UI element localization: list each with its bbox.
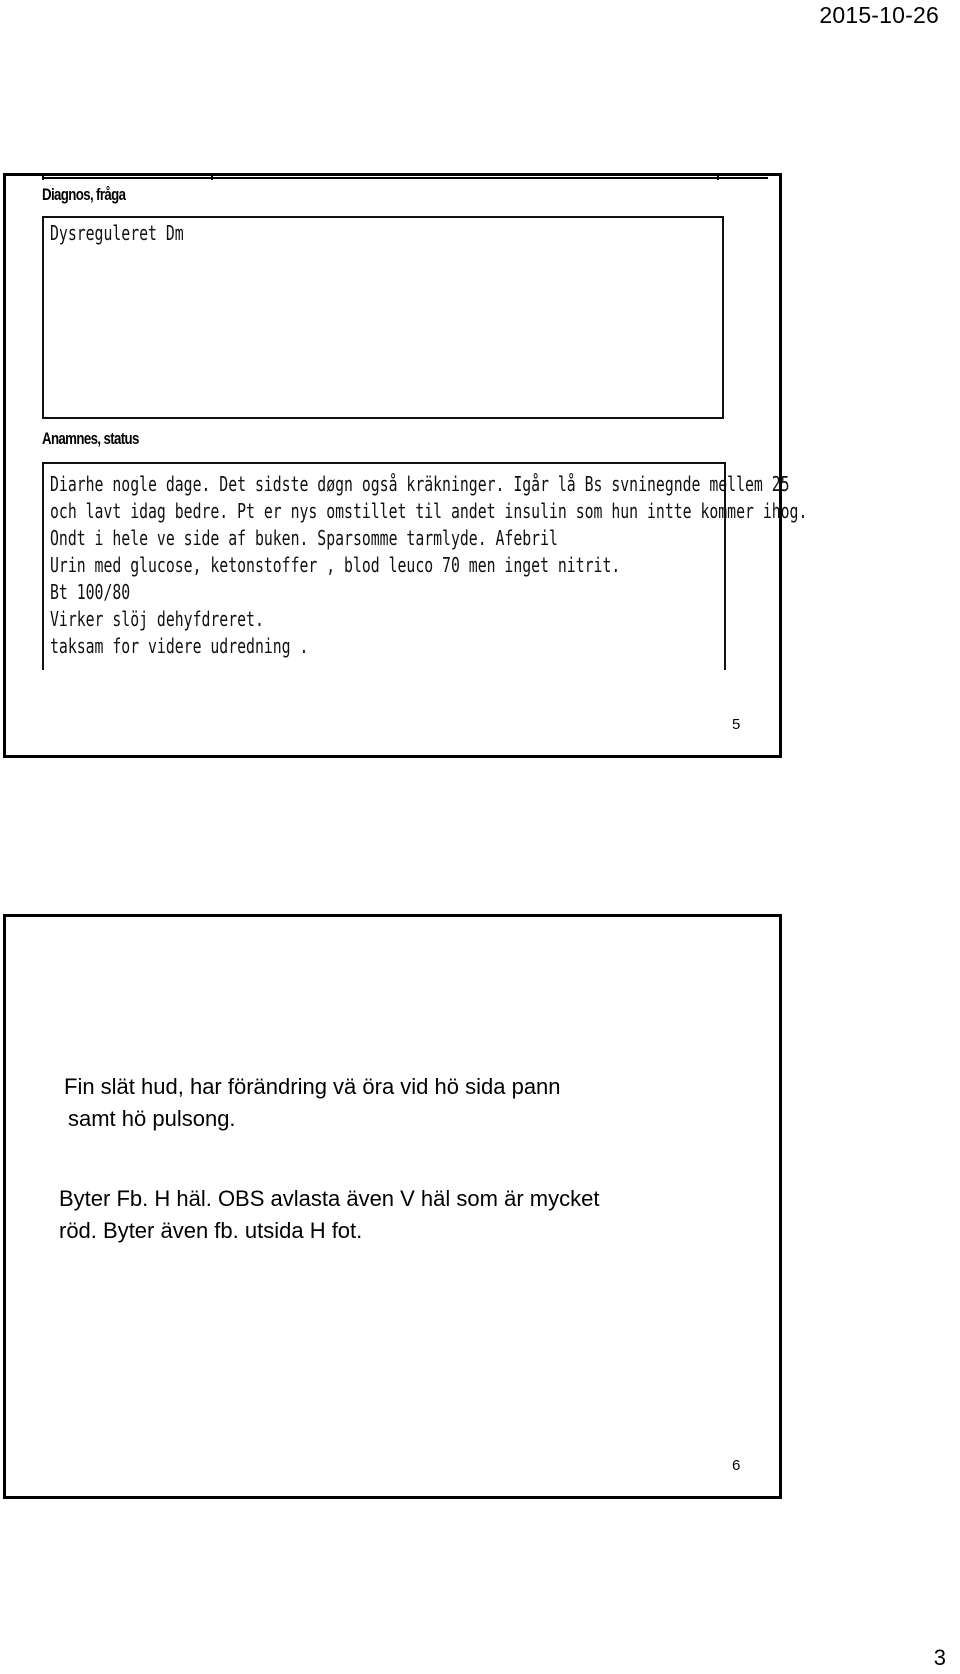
anamnes-line: Ondt i hele ve side af buken. Sparsomme tarmlyde. Afebril bbox=[50, 526, 558, 550]
note-line: röd. Byter även fb. utsida H fot. bbox=[59, 1218, 363, 1243]
anamnes-text bbox=[50, 471, 960, 660]
note-line: Fin slät hud, har förändring vä öra vid hö sida pann bbox=[64, 1074, 561, 1099]
page-number: 3 bbox=[933, 1645, 946, 1670]
page-date: 2015-10-26 bbox=[819, 2, 939, 28]
anamnes-label: Anamnes, status bbox=[42, 429, 139, 448]
slide-number: 5 bbox=[732, 716, 741, 733]
diagnos-box bbox=[42, 216, 724, 419]
anamnes-line: Urin med glucose, ketonstoffer , blod leuco 70 men inget nitrit. bbox=[50, 553, 621, 577]
anamnes-box bbox=[42, 462, 808, 670]
anamnes-line: Diarhe nogle dage. Det sidste døgn også kräkninger. Igår lå Bs svninegnde mellem 25 bbox=[50, 472, 790, 496]
diagnos-text: Dysreguleret Dm bbox=[50, 221, 184, 245]
form-tick bbox=[717, 174, 719, 180]
note-line: samt hö pulsong. bbox=[68, 1106, 236, 1131]
note-line: Byter Fb. H häl. OBS avlasta även V häl som är mycket bbox=[59, 1186, 600, 1211]
slide-6 bbox=[3, 914, 782, 1499]
anamnes-line: Virker slöj dehyfdreret. bbox=[50, 607, 264, 631]
form-tick bbox=[42, 174, 44, 180]
anamnes-line: Bt 100/80 bbox=[50, 580, 131, 604]
notes-paragraph-1 bbox=[64, 1071, 561, 1135]
slide-number: 6 bbox=[732, 1457, 741, 1474]
form-tick bbox=[211, 174, 213, 180]
scanned-form bbox=[42, 176, 808, 696]
form-top-border bbox=[42, 177, 768, 179]
anamnes-line: och lavt idag bedre. Pt er nys omstillet til andet insulin som hun intte kommer ihog. bbox=[50, 499, 808, 523]
slide-5 bbox=[3, 173, 808, 758]
notes-paragraph-2 bbox=[59, 1183, 599, 1247]
anamnes-line: taksam for videre udredning . bbox=[50, 634, 309, 658]
diagnos-label: Diagnos, fråga bbox=[42, 185, 126, 204]
